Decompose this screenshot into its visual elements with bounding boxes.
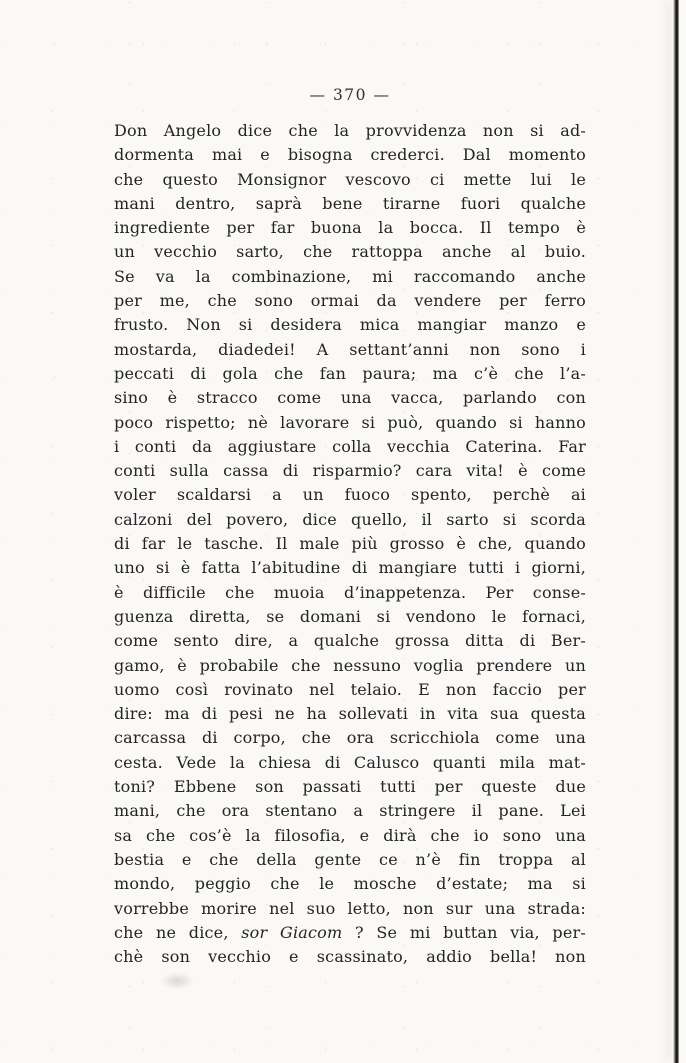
text-segment: come sento dire, a qualche grossa ditta di Ber- bbox=[114, 631, 586, 651]
text-segment: dire: ma di pesi ne ha sollevati in vita sua questa bbox=[114, 704, 586, 724]
text-segment: bestia e che della gente ce n’è fin troppa al bbox=[114, 849, 586, 869]
text-line bbox=[114, 192, 586, 216]
text-segment: mondo, peggio che le mosche d’estate; ma si bbox=[114, 874, 586, 894]
text-line bbox=[114, 897, 586, 921]
text-segment: mani dentro, saprà bene tirarne fuori qualche bbox=[114, 193, 586, 213]
text-segment: sa che cos’è la filosofia, e dirà che io sono una bbox=[114, 825, 586, 845]
text-line bbox=[114, 459, 586, 483]
text-line bbox=[114, 848, 586, 872]
text-line bbox=[114, 921, 586, 945]
text-line bbox=[114, 216, 586, 240]
text-line bbox=[114, 411, 586, 435]
text-line bbox=[114, 726, 586, 750]
text-line bbox=[114, 362, 586, 386]
text-segment: per me, che sono ormai da vendere per ferro bbox=[114, 291, 586, 311]
text-segment: gamo, è probabile che nessuno voglia prendere un bbox=[114, 655, 586, 675]
text-segment: ingrediente per far buona la bocca. Il tempo è bbox=[114, 218, 586, 238]
text-segment: Don Angelo dice che la provvidenza non si ad- bbox=[114, 121, 586, 140]
text-segment: toni? Ebbene son passati tutti per queste due bbox=[114, 777, 586, 797]
text-line bbox=[114, 240, 586, 264]
text-line bbox=[114, 435, 586, 459]
text-segment: mani, che ora stentano a stringere il pane. Lei bbox=[114, 801, 586, 821]
text-line bbox=[114, 605, 586, 629]
text-line bbox=[114, 556, 586, 580]
text-line bbox=[114, 386, 586, 410]
text-line bbox=[114, 265, 586, 289]
text-segment: mostarda, diadedei! A settant’anni non sono i bbox=[114, 339, 586, 359]
text-line bbox=[114, 508, 586, 532]
text-line bbox=[114, 168, 586, 192]
text-segment: Se va la combinazione, mi raccomando anche bbox=[114, 266, 586, 286]
text-segment: calzoni del povero, dice quello, il sarto si scorda bbox=[114, 509, 586, 529]
text-line bbox=[114, 945, 586, 969]
text-segment: cesta. Vede la chiesa di Calusco quanti mila mat- bbox=[114, 752, 586, 772]
text-segment: uno si è fatta l’abitudine di mangiare tutti i giorni, bbox=[114, 558, 586, 578]
text-line bbox=[114, 313, 586, 337]
text-segment: guenza diretta, se domani si vendono le fornaci, bbox=[114, 606, 586, 626]
text-segment: poco rispetto; nè lavorare si può, quando si hanno bbox=[114, 412, 586, 432]
text-line bbox=[114, 751, 586, 775]
text-segment: che questo Monsignor vescovo ci mette lui le bbox=[114, 169, 586, 189]
text-line bbox=[114, 581, 586, 605]
text-segment: dormenta mai e bisogna crederci. Dal momento bbox=[114, 145, 586, 165]
text-line bbox=[114, 678, 586, 702]
text-line bbox=[114, 872, 586, 896]
page-number: — 370 — bbox=[309, 86, 391, 104]
text-segment: vorrebbe morire nel suo letto, non sur una strada: bbox=[114, 898, 586, 918]
text-segment: ? Se mi buttan via, per- bbox=[342, 922, 586, 942]
text-segment: un vecchio sarto, che rattoppa anche al buio. bbox=[114, 242, 586, 262]
text-segment: di far le tasche. Il male più grosso è che, quando bbox=[114, 534, 586, 554]
book-binding-edge bbox=[673, 0, 679, 1063]
text-segment: voler scaldarsi a un fuoco spento, perchè ai bbox=[114, 485, 586, 505]
text-segment: chè son vecchio e scassinato, addio bella! non bbox=[114, 947, 586, 967]
text-line bbox=[114, 143, 586, 167]
text-line bbox=[114, 119, 586, 143]
body-text bbox=[114, 119, 586, 969]
text-line bbox=[114, 799, 586, 823]
text-segment: conti sulla cassa di risparmio? cara vita! è come bbox=[114, 461, 586, 481]
text-segment: frusto. Non si desidera mica mangiar manzo e bbox=[114, 315, 586, 335]
text-line bbox=[114, 532, 586, 556]
text-segment: peccati di gola che fan paura; ma c’è che l’a- bbox=[114, 363, 586, 383]
text-line bbox=[114, 824, 586, 848]
text-line bbox=[114, 702, 586, 726]
text-line bbox=[114, 775, 586, 799]
text-segment: sino è stracco come una vacca, parlando con bbox=[114, 388, 586, 408]
text-segment: uomo così rovinato nel telaio. E non faccio per bbox=[114, 679, 586, 699]
text-segment: carcassa di corpo, che ora scricchiola come una bbox=[114, 728, 586, 748]
text-segment: che ne dice, bbox=[114, 922, 242, 942]
text-line bbox=[114, 289, 586, 313]
italic-text-segment: sor Giacom bbox=[241, 922, 343, 942]
text-line bbox=[114, 654, 586, 678]
text-segment: i conti da aggiustare colla vecchia Caterina. Far bbox=[114, 436, 586, 456]
text-line bbox=[114, 629, 586, 653]
text-line bbox=[114, 483, 586, 507]
text-segment: è difficile che muoia d’inappetenza. Per conse- bbox=[114, 582, 586, 602]
text-line bbox=[114, 338, 586, 362]
